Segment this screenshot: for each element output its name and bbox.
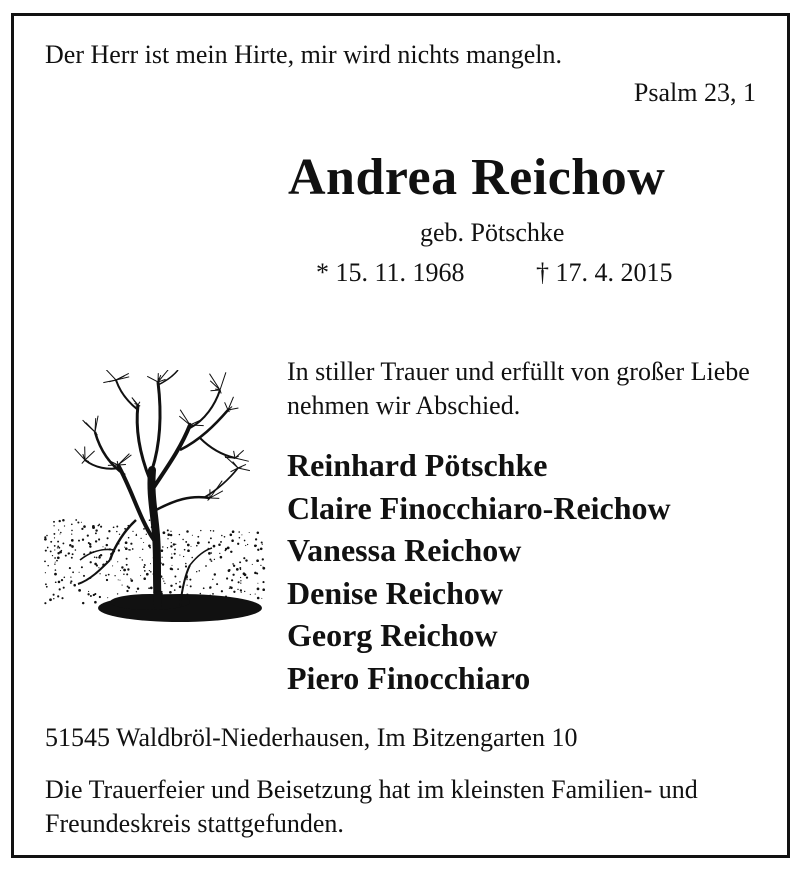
bare-tree-icon [40,370,270,630]
survivor-name: Georg Reichow [287,617,498,653]
mourning-text: In stiller Trauer und erfüllt von großer Liebe nehmen wir Abschied. [287,357,750,420]
birth-date: * 15. 11. 1968 [316,258,465,287]
funeral-notice: Die Trauerfeier und Beisetzung hat im kleinsten Familien- und Freundeskreis stattgefunden. [45,775,698,838]
family-address: 51545 Waldbröl-Niederhausen, Im Bitzengarten 10 [45,723,578,752]
survivor-name: Vanessa Reichow [287,532,522,568]
death-date: † 17. 4. 2015 [536,258,673,287]
survivors-list [287,444,671,699]
deceased-name: Andrea Reichow [288,149,666,206]
birth-name: geb. Pötschke [420,218,565,247]
survivor-name: Claire Finocchiaro-Reichow [287,489,671,526]
verse-reference: Psalm 23, 1 [633,78,756,107]
survivor-name: Piero Finocchiaro [287,659,531,696]
survivor-name: Denise Reichow [287,574,503,611]
bible-verse: Der Herr ist mein Hirte, mir wird nichts mangeln. [45,40,562,69]
survivor-name: Reinhard Pötschke [287,447,548,483]
